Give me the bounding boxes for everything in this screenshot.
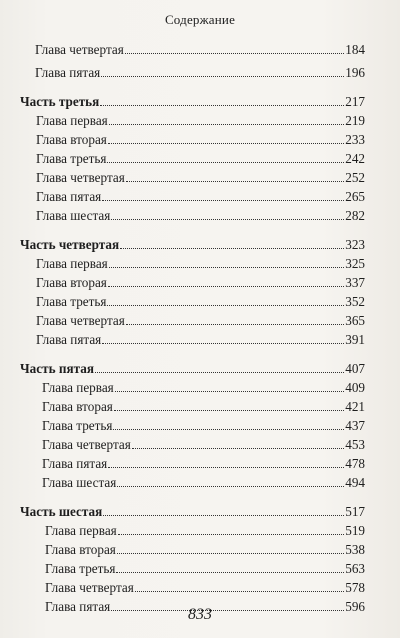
toc-chapter-entry xyxy=(42,437,365,455)
toc-part-entry xyxy=(20,237,365,255)
toc-chapter-entry xyxy=(42,418,365,436)
toc-entry-title: Глава четвертая xyxy=(35,42,124,57)
toc-chapter-entry xyxy=(45,580,365,598)
toc-entry-title: Глава третья xyxy=(36,294,107,309)
dot-leader xyxy=(102,332,344,344)
toc-entry-title: Глава первая xyxy=(36,113,108,128)
toc-entry-title: Часть третья xyxy=(20,94,100,109)
toc-part-entry xyxy=(20,361,365,379)
toc-entry-title: Глава пятая xyxy=(36,189,102,204)
toc-entry-title: Глава пятая xyxy=(35,65,101,80)
toc-chapter-entry xyxy=(36,151,365,169)
toc-entry-page: 325 xyxy=(345,256,365,271)
toc-chapter-entry xyxy=(42,380,365,398)
toc-entry-title: Глава первая xyxy=(45,523,117,538)
toc-entry-page: 453 xyxy=(345,437,365,452)
dot-leader xyxy=(103,504,344,516)
dot-leader xyxy=(100,94,344,106)
dot-leader xyxy=(108,456,344,468)
dot-leader xyxy=(107,294,344,306)
dot-leader xyxy=(120,237,344,249)
toc-chapter-entry xyxy=(42,399,365,417)
dot-leader xyxy=(125,42,344,54)
toc-entry-title: Глава вторая xyxy=(36,275,107,290)
dot-leader xyxy=(109,256,344,268)
toc-entry-page: 219 xyxy=(345,113,365,128)
toc-chapter-entry xyxy=(35,65,365,83)
toc-chapter-entry xyxy=(36,208,365,226)
toc-entry-page: 407 xyxy=(345,361,365,376)
dot-leader xyxy=(113,418,344,430)
toc-part-entry xyxy=(20,504,365,522)
toc-entry-page: 337 xyxy=(345,275,365,290)
toc-chapter-entry xyxy=(45,561,365,579)
toc-entry-page: 323 xyxy=(345,237,365,252)
toc-entry-title: Глава четвертая xyxy=(36,313,125,328)
toc-entry-page: 538 xyxy=(345,542,365,557)
toc-chapter-entry xyxy=(36,113,365,131)
dot-leader xyxy=(126,313,344,325)
toc-chapter-entry xyxy=(42,456,365,474)
toc-chapter-entry xyxy=(36,189,365,207)
toc-chapter-entry xyxy=(36,332,365,350)
toc-chapter-entry xyxy=(36,256,365,274)
toc-entry-page: 233 xyxy=(345,132,365,147)
toc-entry-page: 282 xyxy=(345,208,365,223)
toc-chapter-entry xyxy=(45,523,365,541)
toc-chapter-entry xyxy=(42,475,365,493)
dot-leader xyxy=(109,113,344,125)
dot-leader xyxy=(114,399,344,411)
toc-entry-title: Глава пятая xyxy=(45,599,111,614)
toc-entry-page: 578 xyxy=(345,580,365,595)
dot-leader xyxy=(108,132,344,144)
dot-leader xyxy=(117,542,344,554)
dot-leader xyxy=(117,475,344,487)
toc-entry-title: Глава пятая xyxy=(36,332,102,347)
toc-chapter-entry xyxy=(36,294,365,312)
toc-entry-page: 196 xyxy=(345,65,365,80)
toc-entry-title: Глава четвертая xyxy=(42,437,131,452)
dot-leader xyxy=(111,208,344,220)
toc-entry-title: Глава третья xyxy=(45,561,116,576)
toc-entry-page: 242 xyxy=(345,151,365,166)
toc-entry-title: Глава первая xyxy=(36,256,108,271)
toc-chapter-entry xyxy=(36,170,365,188)
dot-leader xyxy=(126,170,344,182)
toc-entry-title: Часть шестая xyxy=(20,504,103,519)
toc-chapter-entry xyxy=(35,42,365,60)
toc-entry-page: 494 xyxy=(345,475,365,490)
dot-leader xyxy=(108,275,344,287)
toc-entry-title: Глава первая xyxy=(42,380,114,395)
dot-leader xyxy=(95,361,344,373)
toc-entry-page: 409 xyxy=(345,380,365,395)
dot-leader xyxy=(116,561,344,573)
toc-entry-page: 437 xyxy=(345,418,365,433)
dot-leader xyxy=(115,380,344,392)
toc-entry-page: 519 xyxy=(345,523,365,538)
toc-entry-title: Часть четвертая xyxy=(20,237,120,252)
dot-leader xyxy=(135,580,344,592)
toc-entry-title: Глава третья xyxy=(36,151,107,166)
toc-entry-title: Глава вторая xyxy=(36,132,107,147)
page-number: 833 xyxy=(188,606,212,623)
toc-entry-title: Глава четвертая xyxy=(45,580,134,595)
toc-entry-page: 563 xyxy=(345,561,365,576)
dot-leader xyxy=(102,189,344,201)
toc-chapter-entry xyxy=(36,313,365,331)
running-head: Содержание xyxy=(164,12,236,27)
dot-leader xyxy=(107,151,344,163)
dot-leader xyxy=(101,65,344,77)
toc-entry-page: 265 xyxy=(345,189,365,204)
toc-entry-page: 421 xyxy=(345,399,365,414)
toc-entry-page: 365 xyxy=(345,313,365,328)
toc-part-entry xyxy=(20,94,365,112)
toc-chapter-entry xyxy=(36,132,365,150)
toc-entry-title: Глава вторая xyxy=(42,399,113,414)
dot-leader xyxy=(132,437,344,449)
toc-entry-page: 252 xyxy=(345,170,365,185)
toc-chapter-entry xyxy=(45,542,365,560)
toc-entry-title: Глава шестая xyxy=(36,208,111,223)
toc-entry-title: Часть пятая xyxy=(20,361,94,376)
toc-entry-page: 478 xyxy=(345,456,365,471)
toc-entry-title: Глава третья xyxy=(42,418,113,433)
toc-entry-page: 596 xyxy=(345,599,365,614)
toc-entry-title: Глава пятая xyxy=(42,456,108,471)
toc-chapter-entry xyxy=(36,275,365,293)
toc-entry-page: 352 xyxy=(345,294,365,309)
toc-entry-page: 217 xyxy=(345,94,365,109)
toc-entry-page: 517 xyxy=(345,504,365,519)
toc-entry-title: Глава четвертая xyxy=(36,170,125,185)
toc-entry-title: Глава шестая xyxy=(42,475,117,490)
toc-entry-page: 184 xyxy=(345,42,365,57)
toc-entry-title: Глава вторая xyxy=(45,542,116,557)
toc-entry-page: 391 xyxy=(345,332,365,347)
dot-leader xyxy=(118,523,344,535)
